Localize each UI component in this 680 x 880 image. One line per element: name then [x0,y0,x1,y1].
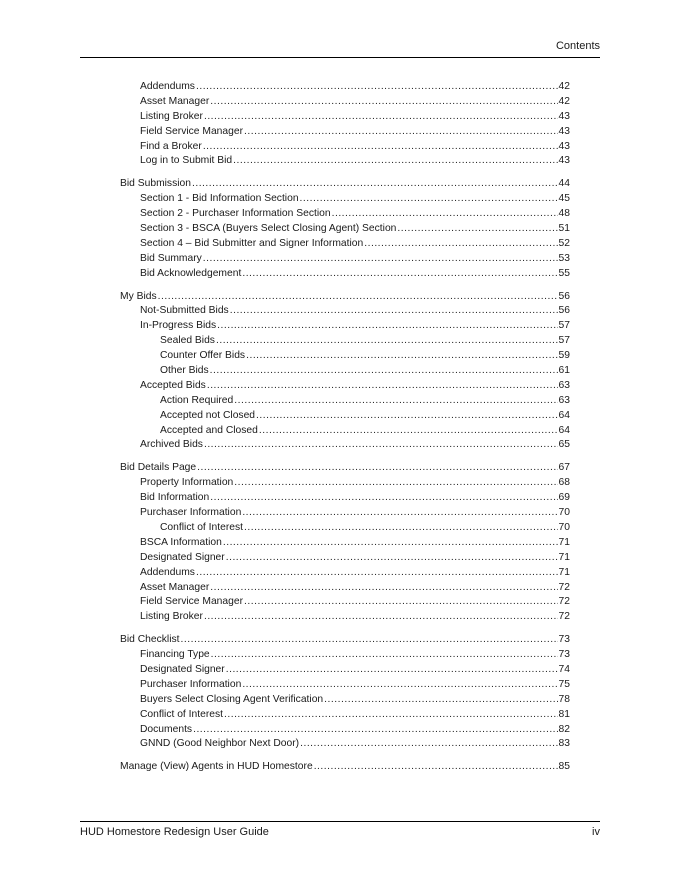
toc-entry-page-number: 57 [558,335,570,347]
toc-dot-leader [242,506,557,521]
toc-entry-page-number: 70 [558,521,570,533]
toc-entry[interactable] [120,252,570,267]
toc-entry[interactable] [120,693,570,708]
toc-entry-page-number: 81 [558,708,570,720]
toc-entry-page-number: 73 [558,649,570,661]
toc-entry-title: Bid Details Page [120,462,197,474]
toc-entry-title: Log in to Submit Bid [140,155,233,167]
toc-entry[interactable] [120,536,570,551]
toc-entry[interactable] [120,140,570,155]
toc-entry-title: Asset Manager [140,581,210,593]
toc-entry-page-number: 43 [558,125,570,137]
toc-entry-page-number: 55 [558,267,570,279]
toc-entry[interactable] [120,290,570,305]
toc-entry-page-number: 43 [558,140,570,152]
toc-dot-leader [204,110,558,125]
table-of-contents [120,80,570,783]
toc-entry[interactable] [120,80,570,95]
toc-entry-title: Not-Submitted Bids [140,305,229,317]
toc-entry[interactable] [120,708,570,723]
toc-entry-page-number: 42 [558,95,570,107]
toc-entry[interactable] [120,633,570,648]
toc-entry-page-number: 72 [558,581,570,593]
toc-entry-title: Counter Offer Bids [160,350,246,362]
page-header-title: Contents [555,40,600,52]
toc-entry-title: Conflict of Interest [160,521,243,533]
toc-dot-leader [192,177,558,192]
toc-entry-title: Bid Acknowledgement [140,267,242,279]
toc-entry-page-number: 52 [558,237,570,249]
toc-entry[interactable] [120,438,570,453]
toc-entry-page-number: 83 [558,738,570,750]
toc-entry-title: Action Required [160,394,234,406]
toc-entry-page-number: 72 [558,596,570,608]
footer-divider [80,821,600,822]
toc-entry-title: Bid Checklist [120,634,180,646]
toc-dot-leader [204,438,558,453]
toc-entry-page-number: 73 [558,634,570,646]
toc-entry-page-number: 51 [558,223,570,235]
toc-entry-title: Archived Bids [140,439,203,451]
toc-entry-title: Find a Broker [140,140,202,152]
toc-dot-leader [242,267,557,282]
toc-dot-leader [300,737,557,752]
toc-dot-leader [314,760,558,775]
toc-entry[interactable] [120,95,570,110]
toc-entry-page-number: 63 [558,394,570,406]
toc-entry[interactable] [120,267,570,282]
toc-entry[interactable] [120,154,570,169]
header-divider [80,57,600,58]
toc-group [120,461,570,625]
toc-entry[interactable] [120,595,570,610]
toc-dot-leader [234,394,557,409]
toc-dot-leader [246,349,557,364]
toc-entry-title: Property Information [140,477,234,489]
toc-entry-title: My Bids [120,290,157,302]
toc-dot-leader [203,140,558,155]
toc-group [120,80,570,169]
toc-entry-title: Bid Submission [120,178,191,190]
toc-entry-title: Purchaser Information [140,507,242,519]
toc-entry-page-number: 64 [558,424,570,436]
toc-entry[interactable] [120,304,570,319]
toc-entry-page-number: 71 [558,551,570,563]
toc-entry-title: In-Progress Bids [140,320,217,332]
toc-entry-page-number: 56 [558,290,570,302]
toc-entry[interactable] [120,610,570,625]
toc-entry-title: Listing Broker [140,110,203,122]
toc-entry-title: Accepted Bids [140,379,206,391]
toc-entry[interactable] [120,581,570,596]
toc-dot-leader [332,207,558,222]
toc-dot-leader [226,551,558,566]
toc-entry[interactable] [120,521,570,536]
toc-dot-leader [217,319,557,334]
toc-entry[interactable] [120,760,570,775]
toc-dot-leader [211,648,558,663]
toc-entry[interactable] [120,737,570,752]
toc-entry-title: GNND (Good Neighbor Next Door) [140,738,300,750]
toc-entry-page-number: 67 [558,462,570,474]
toc-dot-leader [242,678,557,693]
toc-dot-leader [244,521,558,536]
toc-entry-page-number: 45 [558,193,570,205]
toc-entry-title: Bid Information [140,492,210,504]
toc-dot-leader [244,125,558,140]
toc-entry[interactable] [120,491,570,506]
toc-dot-leader [259,424,558,439]
toc-entry-page-number: 64 [558,409,570,421]
toc-entry-title: Financing Type [140,649,210,661]
footer-page-number: iv [592,826,600,838]
toc-entry[interactable] [120,424,570,439]
toc-entry[interactable] [120,110,570,125]
toc-dot-leader [226,663,558,678]
toc-entry-page-number: 68 [558,477,570,489]
toc-entry-title: Bid Summary [140,252,202,264]
toc-entry-page-number: 56 [558,305,570,317]
toc-entry-page-number: 71 [558,536,570,548]
toc-dot-leader [223,536,558,551]
toc-entry-title: Section 3 - BSCA (Buyers Select Closing Agent) Section [140,223,397,235]
toc-entry-page-number: 72 [558,611,570,623]
toc-entry[interactable] [120,237,570,252]
toc-entry-title: Asset Manager [140,95,210,107]
toc-entry[interactable] [120,506,570,521]
toc-entry-page-number: 65 [558,439,570,451]
toc-dot-leader [224,708,558,723]
toc-entry-title: BSCA Information [140,536,222,548]
toc-entry-title: Sealed Bids [160,335,215,347]
toc-entry-title: Documents [140,723,193,735]
toc-group [120,760,570,775]
toc-dot-leader [216,334,558,349]
toc-entry-title: Purchaser Information [140,678,242,690]
toc-dot-leader [210,491,557,506]
toc-dot-leader [364,237,557,252]
toc-dot-leader [210,364,558,379]
toc-dot-leader [181,633,558,648]
toc-dot-leader [233,154,557,169]
toc-dot-leader [204,610,558,625]
toc-entry[interactable] [120,663,570,678]
toc-dot-leader [158,290,558,305]
toc-entry[interactable] [120,551,570,566]
toc-dot-leader [196,566,558,581]
toc-dot-leader [210,581,557,596]
toc-entry-page-number: 70 [558,507,570,519]
toc-group [120,633,570,752]
toc-entry-page-number: 85 [558,761,570,773]
toc-group [120,177,570,281]
toc-entry-title: Field Service Manager [140,125,244,137]
toc-group [120,290,570,454]
toc-entry[interactable] [120,319,570,334]
toc-entry[interactable] [120,349,570,364]
toc-entry-page-number: 43 [558,155,570,167]
toc-entry-page-number: 75 [558,678,570,690]
toc-entry-page-number: 57 [558,320,570,332]
toc-dot-leader [324,693,557,708]
toc-entry-page-number: 74 [558,663,570,675]
toc-entry-page-number: 53 [558,252,570,264]
toc-entry-title: Accepted and Closed [160,424,258,436]
toc-dot-leader [203,252,558,267]
toc-entry-page-number: 43 [558,110,570,122]
toc-entry-page-number: 78 [558,693,570,705]
toc-entry[interactable] [120,207,570,222]
toc-entry-title: Designated Signer [140,663,225,675]
toc-entry[interactable] [120,334,570,349]
toc-entry[interactable] [120,723,570,738]
toc-entry-page-number: 48 [558,208,570,220]
toc-entry[interactable] [120,125,570,140]
toc-entry[interactable] [120,192,570,207]
toc-entry-page-number: 59 [558,350,570,362]
toc-entry-title: Manage (View) Agents in HUD Homestore [120,761,313,773]
footer-document-title: HUD Homestore Redesign User Guide [80,826,269,838]
toc-dot-leader [397,222,557,237]
toc-dot-leader [256,409,558,424]
toc-entry-title: Section 2 - Purchaser Information Section [140,208,331,220]
toc-entry-title: Conflict of Interest [140,708,223,720]
toc-dot-leader [244,595,558,610]
toc-entry[interactable] [120,409,570,424]
toc-entry-title: Accepted not Closed [160,409,256,421]
toc-dot-leader [197,461,557,476]
toc-entry[interactable] [120,177,570,192]
toc-entry[interactable] [120,461,570,476]
toc-dot-leader [230,304,558,319]
toc-dot-leader [196,80,558,95]
toc-entry[interactable] [120,648,570,663]
toc-entry-page-number: 61 [558,365,570,377]
toc-entry[interactable] [120,364,570,379]
toc-entry-title: Listing Broker [140,611,203,623]
toc-entry-title: Addendums [140,566,195,578]
toc-entry[interactable] [120,476,570,491]
toc-dot-leader [300,192,558,207]
toc-entry-page-number: 42 [558,81,570,92]
toc-dot-leader [234,476,557,491]
toc-entry-title: Field Service Manager [140,596,244,608]
toc-entry-title: Other Bids [160,365,209,377]
toc-entry[interactable] [120,678,570,693]
toc-entry-title: Section 1 - Bid Information Section [140,193,299,205]
toc-entry[interactable] [120,379,570,394]
toc-entry-page-number: 44 [558,178,570,190]
toc-entry-page-number: 69 [558,492,570,504]
toc-entry-title: Buyers Select Closing Agent Verification [140,693,324,705]
toc-entry[interactable] [120,394,570,409]
toc-entry-title: Addendums [140,81,195,92]
toc-entry-page-number: 82 [558,723,570,735]
toc-dot-leader [207,379,558,394]
toc-entry[interactable] [120,566,570,581]
toc-dot-leader [210,95,557,110]
toc-entry-page-number: 63 [558,379,570,391]
toc-entry-page-number: 71 [558,566,570,578]
toc-entry-title: Designated Signer [140,551,225,563]
toc-entry[interactable] [120,222,570,237]
toc-dot-leader [193,723,557,738]
toc-entry-title: Section 4 – Bid Submitter and Signer Information [140,237,364,249]
